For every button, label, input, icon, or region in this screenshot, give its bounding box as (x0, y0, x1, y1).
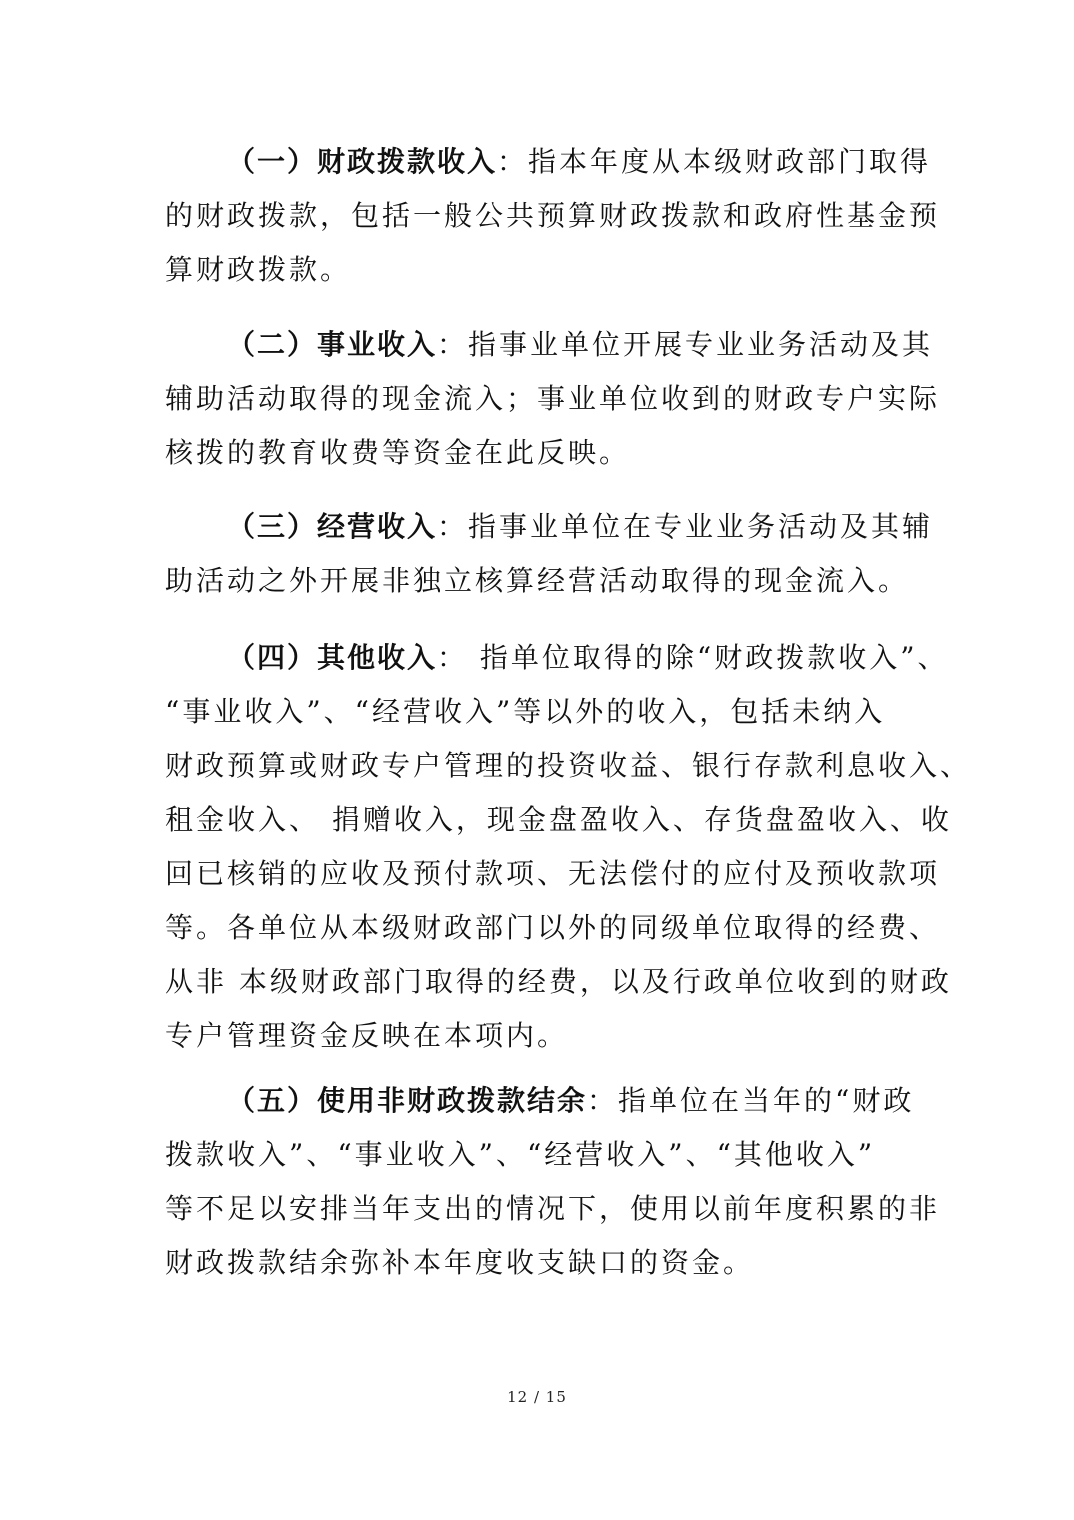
paragraph-line: 的财政拨款，包括一般公共预算财政拨款和政府性基金预 (165, 199, 941, 232)
section-heading: （三）经营收入 (227, 510, 438, 543)
paragraph-line: 财政拨款结余弥补本年度收支缺口的资金。 (165, 1246, 755, 1279)
paragraph-text: ：指事业单位在专业业务活动及其辅 (437, 510, 934, 543)
paragraph-line: 从非 本级财政部门取得的经费，以及行政单位收到的财政 (165, 965, 952, 998)
paragraph-non-fiscal-balance-use (165, 1074, 941, 1290)
paragraph-line (165, 500, 934, 554)
paragraph-line: 助活动之外开展非独立核算经营活动取得的现金流入。 (165, 564, 910, 597)
paragraph-line (165, 1074, 925, 1128)
section-heading: （一）财政拨款收入 (227, 145, 498, 178)
paragraph-line: 辅助活动取得的现金流入；事业单位收到的财政专户实际 (165, 382, 941, 415)
paragraph-business-income (165, 318, 941, 480)
section-heading: （二）事业收入 (227, 328, 438, 361)
paragraph-text: ： 指单位取得的除“财政拨款收入”、 (437, 641, 949, 674)
paragraph-other-income (165, 631, 972, 1063)
paragraph-text: ：指单位在当年的“财政 (587, 1084, 915, 1117)
paragraph-line (165, 631, 949, 685)
paragraph-fiscal-appropriation-income (165, 135, 941, 297)
paragraph-line: 拨款收入”、“事业收入”、“经营收入”、“其他收入” (165, 1138, 876, 1171)
section-heading: （四）其他收入 (227, 641, 438, 674)
paragraph-line (165, 318, 934, 372)
paragraph-line: 租金收入、 捐赠收入，现金盘盈收入、存货盘盈收入、收 (165, 803, 952, 836)
paragraph-line: 财政预算或财政专户管理的投资收益、银行存款利息收入、 (165, 749, 972, 782)
paragraph-line: 算财政拨款。 (165, 253, 352, 286)
page-number: 12 / 15 (507, 1388, 567, 1406)
paragraph-line (165, 135, 932, 189)
section-heading: （五）使用非财政拨款结余 (227, 1084, 588, 1117)
paragraph-line: 专户管理资金反映在本项内。 (165, 1019, 569, 1052)
paragraph-line: 回已核销的应收及预付款项、无法偿付的应付及预收款项 (165, 857, 941, 890)
paragraph-line: 等不足以安排当年支出的情况下，使用以前年度积累的非 (165, 1192, 941, 1225)
paragraph-text: ：指本年度从本级财政部门取得 (497, 145, 932, 178)
paragraph-operating-income (165, 500, 934, 608)
paragraph-line: 等。各单位从本级财政部门以外的同级单位取得的经费、 (165, 911, 941, 944)
paragraph-line: “事业收入”、“经营收入”等以外的收入，包括未纳入 (165, 695, 886, 728)
paragraph-line: 核拨的教育收费等资金在此反映。 (165, 436, 631, 469)
paragraph-text: ：指事业单位开展专业业务活动及其 (437, 328, 934, 361)
